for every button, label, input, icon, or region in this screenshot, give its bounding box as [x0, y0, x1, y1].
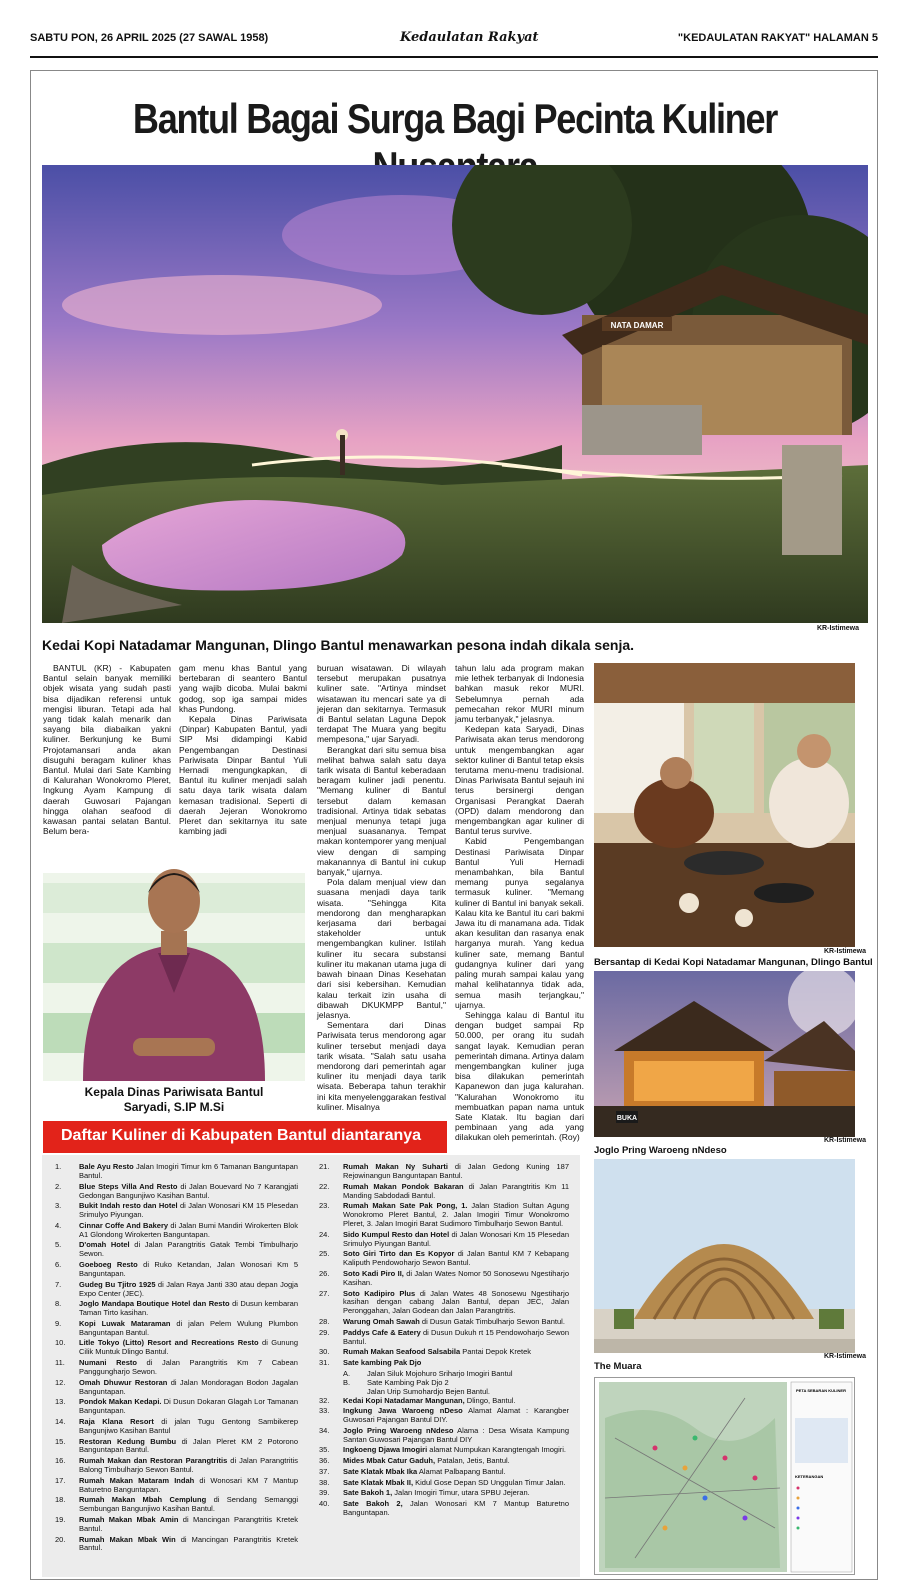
list-number: 25. — [319, 1249, 330, 1259]
list-item-address: di Jalan Parangtritis Km 11 Manding Sabdodadi Bantul. — [343, 1181, 569, 1200]
list-number: 20. — [55, 1534, 66, 1544]
culinary-list-right — [319, 1163, 569, 1520]
list-item-name: Sate Bakoh 1, — [343, 1488, 393, 1498]
list-number: 18. — [55, 1495, 66, 1505]
list-text — [343, 1359, 569, 1368]
list-text — [79, 1418, 298, 1436]
muara-caption: The Muara — [594, 1361, 642, 1372]
culinary-list-item — [55, 1183, 298, 1201]
list-item-name: Restoran Kedung Bumbu — [79, 1436, 177, 1446]
list-item-address: di Jalan Parangtritis Balong Timbulharjo Sewon Bantul. — [79, 1456, 298, 1475]
list-item-name: Warung Omah Sawah — [343, 1317, 420, 1327]
map-title: PETA SEBARAN KULINER — [795, 1388, 847, 1393]
list-item-address: Alamat Palbapang Bantul. — [417, 1466, 506, 1476]
list-item-name: Joglo Mandapa Boutique Hotel dan Resto — [79, 1299, 230, 1309]
list-text — [343, 1479, 569, 1488]
paragraph: Berangkat dari situ semua bisa melihat bahwa salah satu daya tarik wisata di Bantul keberadaan beragam kuliner jadi penentu. "Memang kuliner di Bantul tersebut dalam kemasan tradisional. Artinya tidak sebatas menjual menunya tetapi juga menjual suasananya. Tempat makan kontemporer yang menjual view dengan di samping makanannya di Bantul ini cukup banyak," ujarnya. — [317, 744, 446, 878]
list-text — [343, 1489, 569, 1498]
culinary-list-item — [319, 1479, 569, 1488]
list-text — [343, 1250, 569, 1268]
list-number: 31. — [319, 1358, 330, 1368]
culinary-list-item — [55, 1202, 298, 1220]
list-number: 23. — [319, 1201, 330, 1211]
list-text — [343, 1329, 569, 1347]
list-item-address: Jalan Stadion Sultan Agung Wonokromo Pleret Bantul, 2. Jalan Imogiri Timur Wonokromo Pleret, 3. Jalan Imogiri Barat Sudimoro Timbulharjo Sewon Bantul. — [343, 1201, 569, 1229]
list-item-address: di Jalan Wonosari Km 15 Plesedan Srimulyo Piyungan Bantul. — [343, 1229, 569, 1248]
list-item-name: Rumah Makan Mataram Indah — [79, 1475, 195, 1485]
culinary-list-item — [55, 1516, 298, 1534]
newspaper-logo: Kedaulatan Rakyat — [400, 30, 539, 45]
list-text — [79, 1241, 298, 1259]
list-item-address: di Mancingan Parangtritis Kretek Bantul. — [79, 1534, 298, 1553]
dining-illustration — [594, 663, 855, 947]
list-item-name: Rumah Makan Seafood Salsabila — [343, 1347, 461, 1357]
list-text — [79, 1261, 298, 1279]
list-number: 15. — [55, 1436, 66, 1446]
list-number: 19. — [55, 1514, 66, 1524]
dining-caption: Bersantap di Kedai Kopi Natadamar Mangunan, Dlingo Bantul — [594, 957, 873, 968]
portrait-caption — [43, 1085, 305, 1115]
list-text — [343, 1446, 569, 1455]
list-item-name: Cinnar Coffe And Bakery — [79, 1220, 169, 1230]
paragraph: Pola dalam menjual view dan suasana menjadi daya tarik wisata. "Sehingga Kita mendorong dan mengharapkan kerjasama dari berbagai stakeholder untuk mengembangkan kuliner. Istilah kuliner itu secara substansi kuliner itu makanan utama juga di bawah binaan Dinas Kesehatan dari sisi kebersihan. Kemudian kalau terkait izin usaha di dibawah DKUKMPP Bantul," jelasnya. — [317, 877, 446, 1020]
joglo-caption: Joglo Pring Waroeng nNdeso — [594, 1145, 727, 1156]
issue-date: SABTU PON, 26 APRIL 2025 (27 SAWAL 1958) — [30, 32, 269, 44]
culinary-list-item — [319, 1348, 569, 1357]
culinary-list-item — [319, 1427, 569, 1445]
culinary-list-item — [319, 1270, 569, 1288]
list-item-address: di Jalan Gedong Kuning 187 Rejowinangun Banguntapan Bantul. — [343, 1162, 569, 1180]
culinary-list-item — [319, 1500, 569, 1518]
list-item-name: Kedai Kopi Natadamar Mangunan, — [343, 1395, 465, 1405]
list-item-address: di Jalan Bouevard No 7 Karangjati Gedongan Bangunjiwo Kasihan Bantul. — [79, 1181, 298, 1200]
list-text — [79, 1163, 298, 1181]
culinary-list-item — [319, 1202, 569, 1229]
list-text — [79, 1300, 298, 1318]
dining-credit: KR-Istimewa — [824, 948, 867, 955]
list-item-name: Bukit Indah resto dan Hotel — [79, 1201, 178, 1211]
side-photo-muara — [594, 1159, 855, 1353]
list-text — [79, 1281, 298, 1299]
hero-photo — [42, 165, 868, 623]
list-item-name: Ingkoeng Djawa Imogiri — [343, 1445, 428, 1455]
side-photo-joglo — [594, 971, 855, 1137]
list-number: 2. — [55, 1181, 62, 1191]
list-item-address: di Sendang Semanggi Sembungan Bangunjiwo Kasihan Bantul. — [79, 1495, 298, 1514]
list-text — [343, 1202, 569, 1229]
list-text — [79, 1339, 298, 1357]
side-photo-dining — [594, 663, 855, 947]
paragraph: Kabid Pengembangan Destinasi Pariwisata Dinpar Bantul Yuli Hernadi menambahkan, bila Bantul memang punya segalanya termasuk kuliner. "Memang kuliner di Bantul ini banyak sekali. Kalau kita ke Bantul itu cari bakmi Jawa itu di manamana ada. Tidak akan kesulitan dan rasanya enak harganya murah. Yang kedua kuliner sate, memang Bantul gudangnya kuliner dari yang paling murah sampai kalau yang mahal kelihatannya tidak ada, semua masih terjangkau," ujarnya. — [455, 836, 584, 1010]
list-item-address: di jalan Pelem Wulung Plumbon Banguntapan Bantul. — [79, 1318, 298, 1337]
list-number: 34. — [319, 1425, 330, 1435]
portrait-caption-title: Kepala Dinas Pariwisata Bantul — [84, 1085, 264, 1099]
list-item-name: Pondok Makan Kedapi. — [79, 1397, 162, 1407]
culinary-list-item — [55, 1418, 298, 1436]
list-number: 10. — [55, 1338, 66, 1348]
list-text — [79, 1379, 298, 1397]
list-item-name: Gudeg Bu Tjitro 1925 — [79, 1279, 156, 1289]
page-number: "KEDAULATAN RAKYAT" HALAMAN 5 — [677, 32, 878, 44]
culinary-list-item — [55, 1281, 298, 1299]
paragraph: buruan wisatawan. Di wilayah tersebut merupakan pusatnya kuliner sate. "Artinya mindset wisatawan itu mencari sate ya di jejeran dan sekitarnya. Termasuk di Bantul selatan Laguna Depok terdapat The Muara yang begitu mempesona," ujar Saryadi. — [317, 663, 446, 745]
list-item-name: Mides Mbak Catur Gaduh, — [343, 1456, 436, 1466]
headline: Bantul Bagai Surga Bagi Pecinta Kuliner — [132, 95, 778, 142]
list-item-address: alamat Numpukan Karangtengah Imogiri. — [427, 1445, 567, 1455]
muara-illustration — [594, 1159, 855, 1353]
list-number: 33. — [319, 1406, 330, 1416]
culinary-list-item — [319, 1250, 569, 1268]
map-illustration — [595, 1378, 855, 1575]
list-item-name: Sate Klatak Mbak II, — [343, 1477, 414, 1487]
subitem-text: Jalan Urip Sumohardjo Bejen Bantul. — [367, 1386, 490, 1396]
list-number: 3. — [55, 1201, 62, 1211]
list-item-name: Sate Klatak Mbak Ika — [343, 1466, 418, 1476]
list-number: 30. — [319, 1347, 330, 1357]
list-text — [79, 1516, 298, 1534]
list-item-address: Jalan Wonosari KM 7 Mantup Baturetno Banguntapan. — [343, 1498, 569, 1517]
article-column-1 — [43, 663, 171, 836]
list-text — [79, 1457, 298, 1475]
list-item-address: di Jalan Bumi Mandiri Wirokerten Blok A1 Glondong Wirokerten Banguntapan. — [79, 1220, 298, 1239]
paragraph: Kepala Dinas Pariwisata (Dinpar) Kabupaten Bantul, yadi SIP Msi didampingi Kabid Pengembangan Destinasi Pariwisata Dinpar Bantul Yuli Hernadi mengungkapkan, di Bantul itu kuliner menjadi salah satu daya tarik wisata dalam kemasan tradisional. Seperti di daerah Jejeran Wonokromo Pleret dan sekitarnya itu sate kambing jadi — [179, 714, 307, 837]
list-number: 35. — [319, 1445, 330, 1455]
list-item-address: Alamat Alamat : Karangber Guwosari Pajangan Bantul DIY. — [343, 1406, 569, 1425]
list-item-address: Jalan Imogiri Timur, utara SPBU Jejeran. — [392, 1488, 530, 1498]
list-number: 7. — [55, 1279, 62, 1289]
list-item-name: Soto Giri Tirto dan Es Kopyor — [343, 1249, 455, 1259]
culinary-list-item — [55, 1359, 298, 1377]
list-item-name: Paddys Cafe & Eatery — [343, 1327, 421, 1337]
culinary-list-item — [55, 1241, 298, 1259]
list-item-name: Bale Ayu Resto — [79, 1162, 134, 1171]
culinary-list-item — [319, 1407, 569, 1425]
list-item-address: di jalan Tugu Gentong Sambikerep Bangunjiwo Kasihan Bantul — [79, 1416, 298, 1435]
culinary-list-item — [319, 1359, 569, 1368]
list-item-address: di Jalan Wonosari KM 15 Plesedan Srimulyo Piyungan. — [79, 1201, 298, 1220]
list-item-name: Sido Kumpul Resto dan Hotel — [343, 1229, 450, 1239]
map-legend-title: KETERANGAN — [795, 1474, 824, 1479]
list-number: 1. — [55, 1162, 62, 1171]
list-number: 37. — [319, 1466, 330, 1476]
list-item-name: Goeboeg Resto — [79, 1260, 138, 1270]
list-text — [79, 1477, 298, 1495]
list-number: 22. — [319, 1181, 330, 1191]
list-number: 12. — [55, 1377, 66, 1387]
list-item-address: di Dusun kembaran Taman Tirto kasihan. — [79, 1299, 298, 1318]
culinary-list-item — [319, 1457, 569, 1466]
list-number: 14. — [55, 1416, 66, 1426]
culinary-list-left — [55, 1163, 298, 1555]
portrait-illustration — [43, 853, 305, 1081]
list-text — [79, 1320, 298, 1338]
list-number: 39. — [319, 1488, 330, 1498]
culinary-list-item — [55, 1163, 298, 1181]
list-item-address: di Jalan Mondoragan Bodon Jagalan Banguntapan. — [79, 1377, 299, 1396]
list-item-name: Rumah Makan Pondok Bakaran — [343, 1181, 464, 1191]
list-number: 13. — [55, 1397, 66, 1407]
list-item-name: D'omah Hotel — [79, 1240, 130, 1250]
list-text — [343, 1457, 569, 1466]
list-text — [79, 1183, 298, 1201]
article-column-4 — [455, 663, 584, 1143]
list-title-banner: Daftar Kuliner di Kabupaten Bantul diantaranya — [43, 1121, 447, 1153]
joglo-sign: BUKA — [616, 1115, 638, 1122]
list-text — [343, 1407, 569, 1425]
list-item-name: Joglo Pring Waroeng nNdeso — [343, 1425, 454, 1435]
paragraph: BANTUL (KR) - Kabupaten Bantul selain banyak memiliki objek wisata yang sudah pasti bisa dijadikan referensi untuk mengisi liburan. Tetapi ada hal yang tidak kalah menarik dan sayang bila diabaikan yakni kuliner. Berkunjung ke Bumi Projotamansari anda akan disuguhi beragam kuliner khas Bantul. Mulai dari Sate Kambing di Kalurahan Wonokromo Pleret, Ingkung Ayam Kampung di daerah Guwosari Pajangan hingga olahan seafood di kawasan pantai selatan Bantul. Belum bera- — [43, 663, 171, 837]
list-item-address: di Jalan Wates 48 Sonosewu Ngestiharjo kasihan dengan cabang Jalan Bantul, depan JEC, Jalan Peronggahan, Jalan Godean dan Jalan Parangtritis. — [343, 1288, 569, 1316]
list-number: 38. — [319, 1477, 330, 1487]
joglo-credit: KR-Istimewa — [824, 1137, 867, 1144]
list-item-name: Ingkung Jawa Waroeng nDeso — [343, 1406, 463, 1416]
list-text — [343, 1318, 569, 1327]
paragraph: Sehingga kalau di Bantul itu dengan budget sampai Rp 50.000, per orang itu sudah sangat layak. Kemudian peran pemerintah dimana. Artinya dalam mengembangkan kuliner juga bisa dilakukan pemerintah Kapanewon dan juga kalurahan. "Kalurahan Wonokromo itu membuatkan papan nama untuk Sate Klatak. Itu bagian dari pembinaan yang ada yang dilakukan oleh pemerintah. (Roy) — [455, 1009, 584, 1143]
list-item-address: di Jalan Parangtritis Km 7 Cabean Panggungharjo Sewon. — [79, 1358, 298, 1376]
list-item-address: di Mancingan Parangtritis Kretek Bantul. — [79, 1514, 298, 1533]
list-text — [79, 1496, 298, 1514]
list-item-address: di Jalan Raya Janti 330 atau depan Jogja Expo Center (JEC). — [79, 1279, 299, 1298]
list-text — [343, 1163, 569, 1181]
paragraph: Sementara dari Dinas Pariwisata terus mendorong agar kuliner tersebut menjadi daya tarik wisata. "Salah satu usaha mendorong dari pemerintah agar kuliner itu menjadi daya tarik wisata. Beberapa tahun terakhir ini kita menyelenggarakan festival kuliner. Misalnya — [317, 1020, 446, 1112]
list-item-address: di Ruko Ketandan, Jalan Wonosari Km 5 Banguntapan. — [79, 1260, 298, 1278]
culinary-list-item — [319, 1183, 569, 1201]
list-number: 17. — [55, 1475, 66, 1485]
paragraph: Kedepan kata Saryadi, Dinas Pariwisata akan terus mendorong untuk mengembangkan agar sektor kuliner di Bantul tetap eksis terutama menu-menu tradisional. Dinas Pariwisata Bantul sejauh ini terus bersinergi dengan Organisasi Perangkat Daerah (OPD) dalam mendorong dan mengembangkan agar kuliner di Bantul terus survive. — [455, 724, 584, 837]
culinary-list-item — [55, 1438, 298, 1456]
hero-credit: KR-Istimewa — [817, 625, 860, 632]
list-item-address: Jalan Imogiri Timur km 6 Tamanan Banguntapan Bantul. — [79, 1162, 298, 1180]
list-item-address: Kidul Gose Depan SD Unggulan Timur Jalan. — [413, 1477, 566, 1487]
list-item-name: Rumah Makan dan Restoran Parangtritis — [79, 1456, 228, 1466]
culinary-list-item — [55, 1457, 298, 1475]
list-item-address: Dlingo, Bantul. — [464, 1395, 516, 1405]
list-text — [79, 1202, 298, 1220]
list-item-name: Raja Klana Resort — [79, 1416, 154, 1426]
list-number: 26. — [319, 1268, 330, 1278]
culinary-list-item — [319, 1231, 569, 1249]
list-item-address: di Dusun Gatak Timbulharjo Sewon Bantul. — [419, 1317, 565, 1327]
list-number: 4. — [55, 1220, 62, 1230]
list-text — [343, 1427, 569, 1445]
hero-caption: Kedai Kopi Natadamar Mangunan, Dlingo Bantul menawarkan pesona indah dikala senja. — [42, 637, 635, 653]
joglo-illustration — [594, 971, 855, 1137]
list-number: 28. — [319, 1317, 330, 1327]
article-column-3 — [317, 663, 446, 1112]
list-text — [343, 1348, 569, 1357]
culinary-list-item — [319, 1446, 569, 1455]
list-text — [343, 1500, 569, 1518]
list-text — [343, 1468, 569, 1477]
culinary-list-item — [319, 1163, 569, 1181]
list-item-name: Sate kambing Pak Djo — [343, 1358, 422, 1368]
list-text — [343, 1231, 569, 1249]
list-number: 6. — [55, 1260, 62, 1270]
culinary-list-item — [319, 1329, 569, 1347]
list-item-name: Omah Dhuwur Restoran — [79, 1377, 168, 1387]
list-item-address: di Jalan Bantul KM 7 Kebapang Kaliputh Pendowoharjo Sewon Bantul. — [343, 1249, 569, 1268]
culinary-list-item — [55, 1477, 298, 1495]
culinary-list-item — [55, 1320, 298, 1338]
list-number: 16. — [55, 1456, 66, 1466]
list-item-address: Pantai Depok Kretek — [460, 1347, 531, 1357]
list-text — [79, 1398, 298, 1416]
list-text — [79, 1222, 298, 1240]
muara-credit: KR-Istimewa — [824, 1353, 867, 1360]
list-item-name: Kopi Luwak Mataraman — [79, 1318, 171, 1328]
list-item-name: Rumah Makan Mbak Win — [79, 1534, 176, 1544]
list-number: 21. — [319, 1162, 330, 1171]
list-number: 40. — [319, 1498, 330, 1508]
list-number: 27. — [319, 1288, 330, 1298]
list-item-address: Alama : Desa Wisata Kampung Santan Guwosari Pajangan Bantul DIY — [343, 1425, 569, 1444]
list-text — [343, 1290, 569, 1317]
paragraph: gam menu khas Bantul yang bertebaran di seantero Bantul yang wajib dicoba. Mulai bakmi godog, sop iga sampai mides khas Pundong. — [179, 663, 307, 714]
list-item-address: di Jalan Parangtritis Gatak Tembi Timbulharjo Sewon. — [79, 1240, 298, 1259]
masthead — [30, 30, 878, 58]
culinary-list-item — [319, 1318, 569, 1327]
list-item-address: di Jalan Pleret KM 2 Potorono Banguntapan Bantul. — [79, 1436, 298, 1455]
culinary-list — [42, 1155, 580, 1577]
culinary-list-item — [319, 1397, 569, 1406]
list-item-address: Patalan, Jetis, Bantul. — [435, 1456, 510, 1466]
list-number: 11. — [55, 1358, 65, 1368]
list-item-name: Numani Resto — [79, 1358, 137, 1368]
culinary-list-item — [55, 1379, 298, 1397]
list-number: 24. — [319, 1229, 330, 1239]
subitem-text: Sate Kambing Pak Djo 2 — [367, 1377, 449, 1387]
culinary-list-item — [319, 1489, 569, 1498]
culinary-list-item — [319, 1468, 569, 1477]
list-number: 29. — [319, 1327, 330, 1337]
culinary-list-item — [55, 1496, 298, 1514]
subitem-text: Jalan Siluk Mojohuro Sriharjo Imogiri Bantul — [367, 1368, 513, 1378]
list-text — [79, 1359, 298, 1377]
list-text — [343, 1270, 569, 1288]
article-frame — [30, 70, 878, 1580]
list-text — [79, 1536, 298, 1554]
list-item-name: Soto Kadipiro Plus — [343, 1288, 416, 1298]
list-item-name: Sate Bakoh 2, — [343, 1498, 403, 1508]
culinary-list-item — [55, 1398, 298, 1416]
list-text — [343, 1183, 569, 1201]
list-number: 32. — [319, 1395, 330, 1405]
list-item-name: Rumah Makan Sate Pak Pong, 1. — [343, 1201, 468, 1211]
list-item-name: Blue Steps Villa And Resto — [79, 1181, 178, 1191]
list-number: 9. — [55, 1318, 62, 1328]
subitem-letter: A. — [343, 1368, 351, 1378]
list-item-address: di Dusun Dukuh rt 15 Pendowoharjo Sewon Bantul. — [343, 1327, 569, 1346]
cafe-sign: NATA DAMAR — [610, 321, 664, 330]
hero-illustration — [42, 165, 868, 623]
portrait-photo — [43, 853, 305, 1081]
culinary-list-item — [55, 1261, 298, 1279]
list-number: 5. — [55, 1240, 62, 1250]
list-item-name: Rumah Makan Mbah Cemplung — [79, 1495, 207, 1505]
culinary-map — [594, 1377, 855, 1575]
subitem-letter: B. — [343, 1377, 351, 1387]
paragraph: tahun lalu ada program makan mie lethek terbanyak di Indonesia bahkan masuk rekor MURI. Sebelumnya pernah ada pemecahan rekor MURI minum jamu terbanyak," jelasnya. — [455, 663, 584, 725]
list-item-address: Di Dusun Dokaran Glagah Lor Tamanan Banguntapan. — [79, 1397, 298, 1416]
list-number: 8. — [55, 1299, 62, 1309]
list-item-name: Rumah Makan Ny Suharti — [343, 1162, 448, 1171]
article-column-2 — [179, 663, 307, 836]
list-text — [343, 1397, 569, 1406]
list-item-name: Soto Kadi Piro II, — [343, 1268, 404, 1278]
list-item-address: di Gunung Cilik Muntuk Dlingo Bantul. — [79, 1338, 298, 1357]
culinary-list-item — [319, 1290, 569, 1317]
culinary-list-item — [55, 1222, 298, 1240]
list-item-address: di Wonosari KM 7 Mantup Baturetno Banguntapan. — [79, 1475, 298, 1494]
list-item-address: di Jalan Wates Nomor 50 Sonosewu Ngestiharjo Kasihan. — [343, 1268, 569, 1287]
list-text — [79, 1438, 298, 1456]
culinary-list-item — [55, 1339, 298, 1357]
portrait-caption-name: Saryadi, S.IP M.Si — [123, 1100, 225, 1114]
culinary-list-item — [55, 1536, 298, 1554]
culinary-list-item — [55, 1300, 298, 1318]
list-item-name: Litle Tokyo (Litto) Resort and Recreations Resto — [79, 1338, 259, 1348]
list-item-name: Rumah Makan Mbak Amin — [79, 1514, 179, 1524]
list-number: 36. — [319, 1456, 330, 1466]
